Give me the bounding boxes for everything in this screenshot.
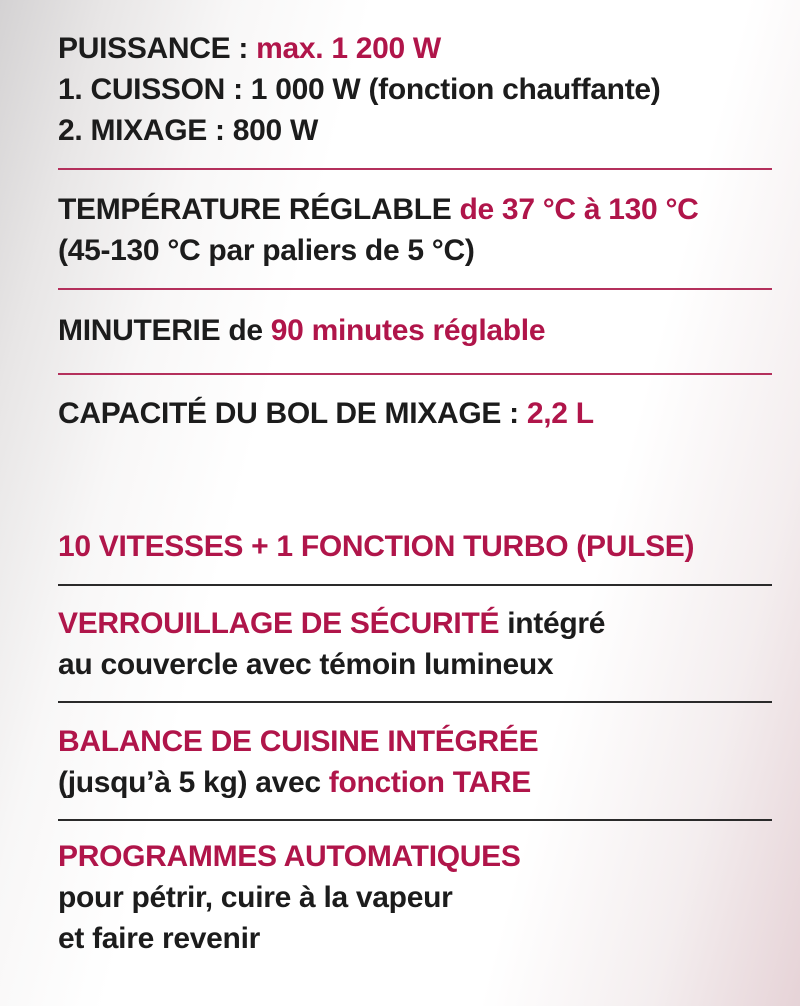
- mixing-power-line: 2. MIXAGE : 800 W: [58, 114, 318, 147]
- scale-title: BALANCE DE CUISINE INTÉGRÉE: [58, 725, 539, 758]
- programs-title: PROGRAMMES AUTOMATIQUES: [58, 840, 521, 873]
- spec-sheet: [58, 28, 772, 959]
- power-label: PUISSANCE :: [58, 32, 257, 65]
- speeds-line: 10 VITESSES + 1 FONCTION TURBO (PULSE): [58, 530, 695, 563]
- temperature-value: de 37 °C à 130 °C: [459, 193, 699, 226]
- capacity-label: CAPACITÉ DU BOL DE MIXAGE :: [58, 397, 527, 430]
- safety-lock-suffix: intégré: [499, 607, 606, 640]
- power-block: [58, 28, 772, 168]
- timer-label: MINUTERIE de: [58, 314, 271, 347]
- temperature-detail: (45-130 °C par paliers de 5 °C): [58, 234, 475, 267]
- scale-detail-accent: fonction TARE: [328, 766, 531, 799]
- scale-block: [58, 703, 772, 819]
- section-gap: [58, 434, 772, 526]
- timer-value: 90 minutes: [270, 314, 425, 347]
- programs-line-2: et faire revenir: [58, 922, 260, 955]
- power-line: [58, 28, 772, 69]
- cooking-power-line: 1. CUISSON : 1 000 W (fonction chauffante): [58, 73, 661, 106]
- temperature-block: [58, 170, 772, 288]
- safety-lock-title: VERROUILLAGE DE SÉCURITÉ: [58, 607, 500, 640]
- timer-suffix: réglable: [424, 314, 546, 347]
- speeds-block: [58, 526, 772, 584]
- capacity-value: 2,2 L: [526, 397, 594, 430]
- timer-block: [58, 290, 772, 373]
- timer-line: [58, 310, 772, 351]
- safety-lock-detail: au couvercle avec témoin lumineux: [58, 648, 554, 681]
- safety-lock-block: [58, 586, 772, 701]
- programs-line-1: pour pétrir, cuire à la vapeur: [58, 881, 453, 914]
- scale-detail: [58, 762, 772, 803]
- power-value: max. 1 200 W: [256, 32, 441, 65]
- programs-block: [58, 821, 772, 959]
- capacity-line: [58, 393, 772, 434]
- capacity-block: [58, 375, 772, 434]
- safety-lock-line: [58, 603, 772, 644]
- temperature-label: TEMPÉRATURE RÉGLABLE: [58, 193, 460, 226]
- scale-detail-prefix: (jusqu’à 5 kg) avec: [58, 766, 329, 799]
- temperature-line: [58, 189, 772, 230]
